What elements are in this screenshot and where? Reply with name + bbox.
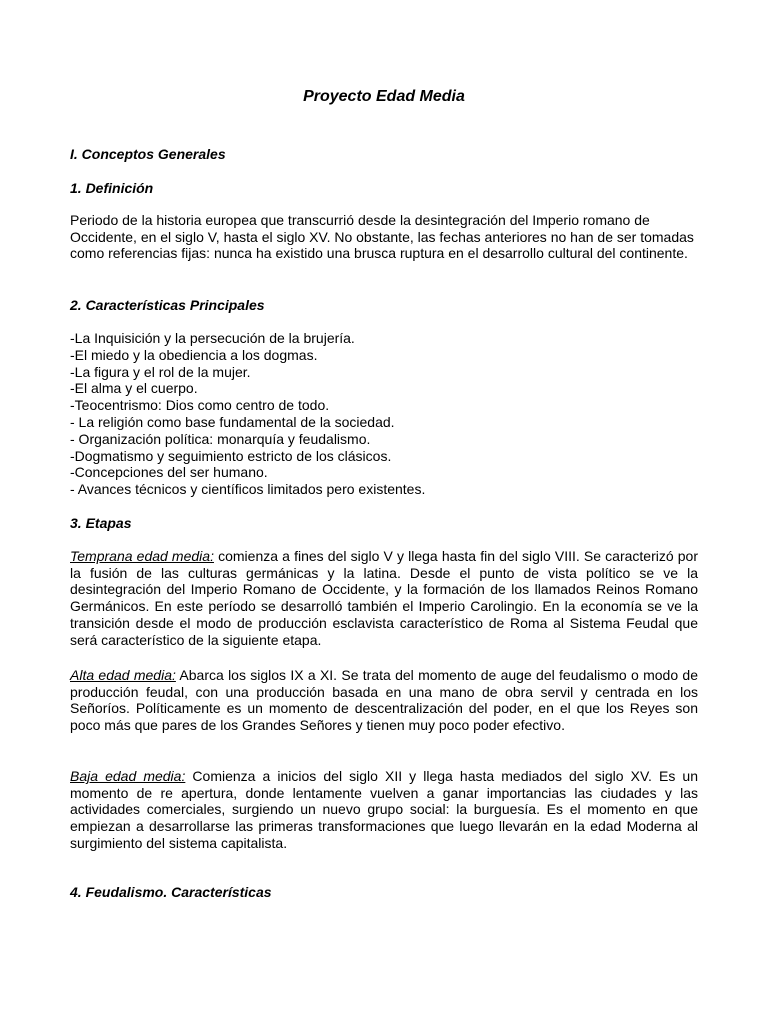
paragraph-baja — [70, 768, 698, 852]
caracteristicas-list — [70, 330, 425, 498]
label-temprana: Temprana edad media: — [70, 548, 214, 564]
paragraph-alta — [70, 667, 698, 734]
list-item: - Organización política: monarquía y feudalismo. — [70, 430, 371, 447]
list-item: - La religión como base fundamental de la sociedad. — [70, 413, 395, 430]
list-item: -Teocentrismo: Dios como centro de todo. — [70, 397, 330, 414]
heading-definicion: 1. Definición — [70, 180, 154, 196]
label-baja: Baja edad media: — [70, 768, 186, 784]
heading-etapas: 3. Etapas — [70, 515, 132, 531]
list-item: -Concepciones del ser humano. — [70, 464, 268, 481]
heading-feudalismo: 4. Feudalismo. Características — [70, 884, 272, 900]
paragraph-definicion: Periodo de la historia europea que transcurrió desde la desintegración del Imperio romano de Occidente, en el siglo V, hasta el siglo XV. No obstante, las fechas anteriores no han de ser tomadas como referencias fijas: nunca ha existido una brusca ruptura en el desarrollo cultural del continente. — [70, 212, 694, 262]
document-title: Proyecto Edad Media — [303, 88, 465, 105]
list-item: -La figura y el rol de la mujer. — [70, 363, 251, 380]
label-alta: Alta edad media: — [70, 667, 176, 683]
list-item: -La Inquisición y la persecución de la brujería. — [70, 330, 355, 346]
list-item: -El miedo y la obediencia a los dogmas. — [70, 346, 318, 363]
text-baja: Comienza a inicios del siglo XII y llega hasta mediados del siglo XV. Es un momento de re apertura, donde lentamente vuelven a ganar importancias las ciudades y las actividades comerciales, surgiendo un nuevo grupo social: la burguesía. Es el momento en que empiezan a desarrollarse las primeras transformaciones que luego llevarán en la edad Moderna al surgimiento del sistema capitalista. — [70, 768, 698, 851]
paragraph-temprana — [70, 548, 698, 648]
list-item: - Avances técnicos y científicos limitados pero existentes. — [70, 481, 426, 498]
list-item: -El alma y el cuerpo. — [70, 380, 198, 397]
text-alta: Abarca los siglos IX a XI. Se trata del momento de auge del feudalismo o modo de producción feudal, con una producción basada en una mano de obra servil y centrada en los Señoríos. Políticamente es un momento de descentralización del poder, en el que los Reyes son poco más que pares de los Grandes Señores y tienen muy poco poder efectivo. — [70, 667, 698, 734]
heading-caracteristicas: 2. Características Principales — [70, 297, 265, 313]
text-temprana: comienza a fines del siglo V y llega hasta fin del siglo VIII. Se caracterizó por la fusión de las culturas germánicas y la latina. Desde el punto de vista político se ve la desintegración del Imperio Romano de Occidente, y la formación de los llamados Reinos Romano Germánicos. En este período se desarrolló también el Imperio Carolingio. En la economía se ve la transición desde el modo de producción esclavista característico de Roma al Sistema Feudal que será característico de la siguiente etapa. — [70, 548, 699, 648]
list-item: -Dogmatismo y seguimiento estricto de los clásicos. — [70, 447, 392, 464]
section-heading-conceptos: I. Conceptos Generales — [70, 146, 226, 162]
